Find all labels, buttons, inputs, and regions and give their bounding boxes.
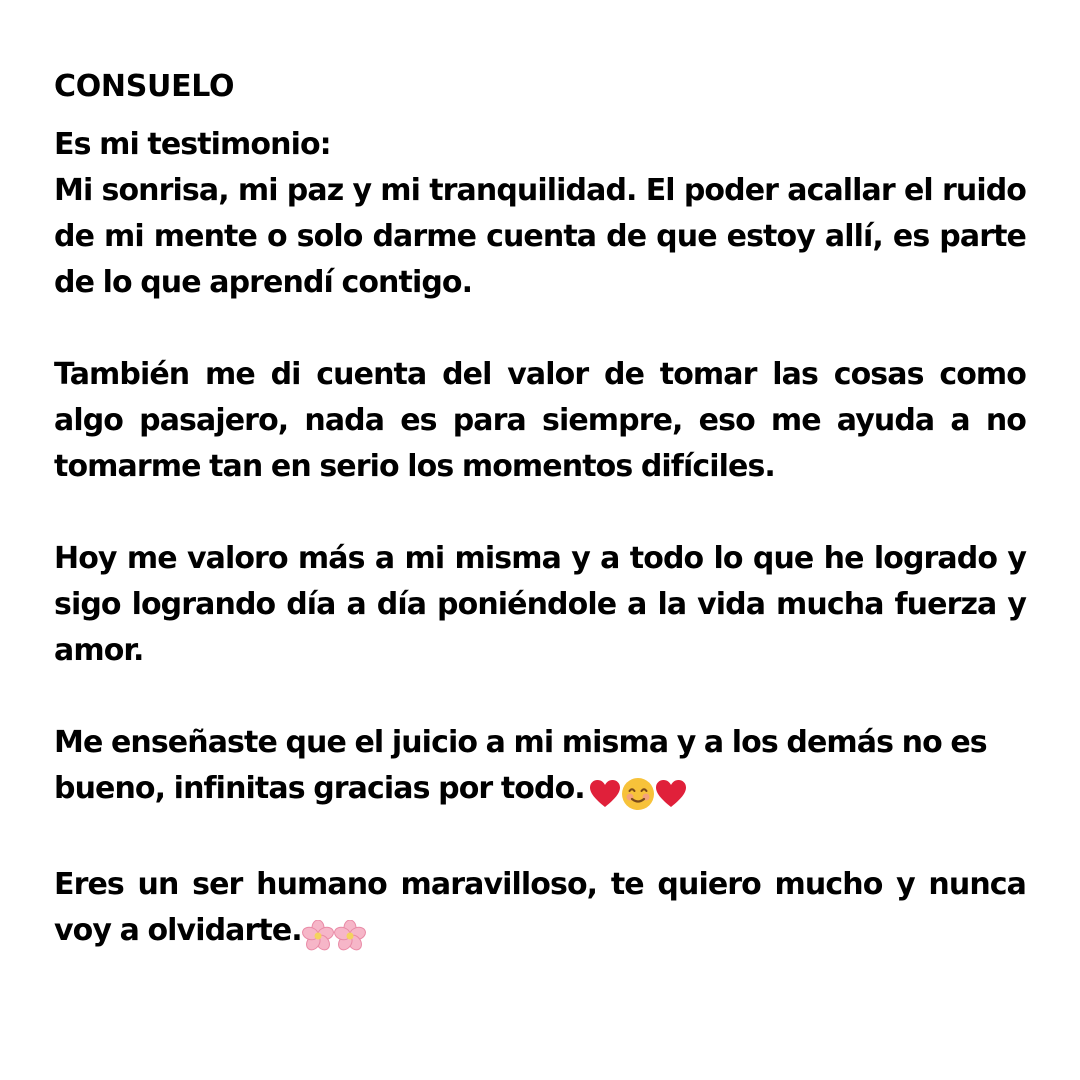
- red-heart-icon: [589, 779, 621, 809]
- paragraph-3-text: Hoy me valoro más a mi misma y a todo lo que he logrado y sigo logrando día a día poniéndole a la vida mucha fuerza y amor.: [54, 541, 1026, 668]
- paragraph-5-emojis: [302, 912, 366, 958]
- paragraph-5: [54, 862, 1026, 958]
- paragraph-2: [54, 352, 1026, 490]
- paragraph-5-text: Eres un ser humano maravilloso, te quiero mucho y nunca voy a olvidarte.: [54, 867, 1026, 948]
- smiling-face-icon: [621, 777, 655, 811]
- paragraph-1-text: Mi sonrisa, mi paz y mi tranquilidad. El poder acallar el ruido de mi mente o solo darme cuenta de que estoy allí, es parte de lo que aprendí contigo.: [54, 173, 1026, 300]
- testimonial-page: [54, 64, 1026, 958]
- testimonial-body: [54, 122, 1026, 958]
- intro-line: Es mi testimonio:: [54, 127, 331, 162]
- cherry-blossom-icon: [334, 920, 366, 952]
- paragraph-4-text: Me enseñaste que el juicio a mi misma y a los demás no es bueno, infinitas gracias por todo.: [54, 725, 987, 806]
- paragraph-1: [54, 168, 1026, 306]
- author-name: CONSUELO: [54, 69, 235, 104]
- paragraph-2-text: También me di cuenta del valor de tomar las cosas como algo pasajero, nada es para siempre, eso me ayuda a no tomarme tan en serio los momentos difíciles.: [54, 357, 1026, 484]
- cherry-blossom-icon: [302, 920, 334, 952]
- paragraph-3: [54, 536, 1026, 674]
- paragraph-4: [54, 720, 1026, 816]
- paragraph-4-emojis: [589, 770, 687, 816]
- testimonial-intro-block: [54, 122, 1026, 168]
- red-heart-icon: [655, 779, 687, 809]
